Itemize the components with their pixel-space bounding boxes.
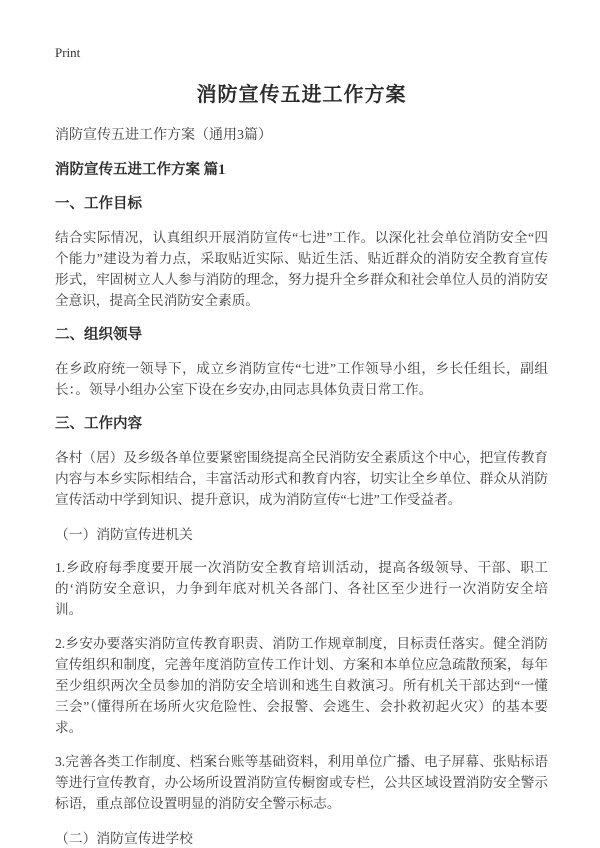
section-3-heading: 三、工作内容 <box>55 416 142 432</box>
document-subtitle: 消防宣传五进工作方案（通用3篇） <box>55 128 272 143</box>
section-1-heading: 一、工作目标 <box>55 196 142 212</box>
subsection-2-heading: （二）消防宣传进学校 <box>55 831 193 846</box>
section-1-paragraph: 结合实际情况，认真组织开展消防宣传“七进”工作。以深化社会单位消防安全“四个能力”建设为着力点，采取贴近实际、贴近生活、贴近群众的消防安全教育宣传形式，牢固树立人人参与消防的理念，努力提升全乡群众和社会单位人员的消防安全意识，提高全民消防安全素质。 <box>55 230 548 308</box>
print-link[interactable]: Print <box>55 45 81 60</box>
section-2-heading: 二、组织领导 <box>55 327 142 343</box>
section-2-paragraph: 在乡政府统一领导下，成立乡消防宣传“七进”工作领导小组，乡长任组长，副组长：。领导小组办公室下设在乡安办,由同志具体负责日常工作。 <box>55 361 548 397</box>
subsection-1-item-3: 3.完善各类工作制度、档案台账等基础资料，利用单位广播、电子屏幕、张贴标语等进行宣传教育，办公场所设置消防宣传橱窗或专栏，公共区域设置消防安全警示标语，重点部位设置明显的消防安全警示标志。 <box>55 754 548 811</box>
subsection-1-heading: （一）消防宣传进机关 <box>55 527 193 542</box>
subsection-1-item-2: 2.乡安办要落实消防宣传教育职责、消防工作规章制度，目标责任落实。健全消防宣传组织和制度，完善年度消防宣传工作计划、方案和本单位应急疏散预案，每年至少组织两次全员参加的消防安全培训和逃生自救演习。所有机关干部达到“一懂三会”（懂得所在场所火灾危险性、会报警、会逃生、会扑救初起火灾）的基本要求。 <box>55 636 548 735</box>
part1-heading: 消防宣传五进工作方案 篇1 <box>55 162 226 178</box>
subsection-1-item-1: 1.乡政府每季度要开展一次消防安全教育培训活动，提高各级领导、干部、职工的‘消防安全意识，力争到年底对机关各部门、各社区至少进行一次消防安全培训。 <box>55 560 548 617</box>
section-3-paragraph: 各村（居）及乡级各单位要紧密围绕提高全民消防安全素质这个中心，把宣传教育内容与本乡实际相结合，丰富活动形式和教育内容，切实让全乡单位、群众从消防宣传活动中学到知识、提升意识，成为消防宣传“七进”工作受益者。 <box>55 450 548 507</box>
document-title: 消防宣传五进工作方案 <box>196 84 407 106</box>
